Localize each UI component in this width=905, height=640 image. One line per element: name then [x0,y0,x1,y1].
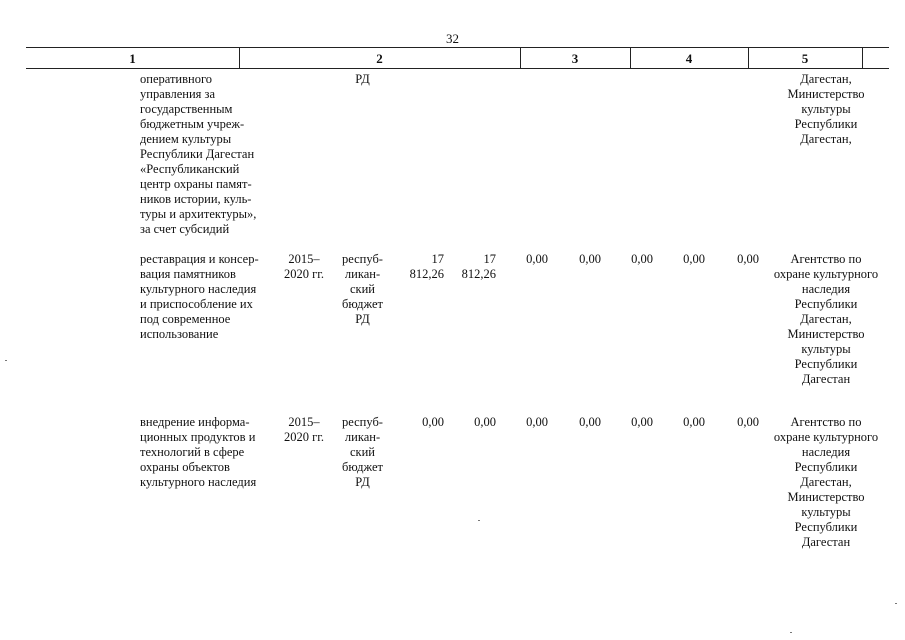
row-value-2015: 17 812,26 [461,252,496,281]
row-funding-source: респуб- ликан- ский бюджет РД [342,415,383,489]
row-period: 2015– 2020 гг. [283,415,325,444]
row-value-total: 17 812,26 [409,252,444,281]
row-value-2018: 0,00 [631,252,653,266]
row-value-2018: 0,00 [631,415,653,429]
row-period: 2015– 2020 гг. [283,252,325,281]
header-col-3: 3 [571,51,579,66]
row-funding-source: РД [355,72,370,86]
row-value-2017: 0,00 [579,415,601,429]
row-responsible-org: Агентство по охране культурного наследия Республики Дагестан, Министерство культуры Республики Дагестан [773,252,879,386]
row-responsible-org: Дагестан, Министерство культуры Республики Дагестан, [787,72,865,146]
header-col-5: 5 [801,51,809,66]
scan-speck [478,520,480,521]
row-value-2020: 0,00 [737,415,759,429]
row-value-2017: 0,00 [579,252,601,266]
scan-speck [895,603,897,604]
row-value-2016: 0,00 [526,252,548,266]
row-description: внедрение информа- ционных продуктов и технологий в сфере охраны объектов культурного наследия [140,415,257,489]
row-value-2020: 0,00 [737,252,759,266]
header-top-border [26,47,889,48]
header-bottom-border [26,68,889,69]
row-value-2019: 0,00 [683,252,705,266]
row-value-2015: 0,00 [474,415,496,429]
row-funding-source: респуб- ликан- ский бюджет РД [342,252,383,326]
scan-speck [5,360,7,361]
header-col-2: 2 [376,51,383,66]
header-col-1: 1 [129,51,136,66]
header-col-4: 4 [685,51,693,66]
row-description: реставрация и консер- вация памятников культурного наследия и приспособление их под современное использование [140,252,259,341]
row-value-2019: 0,00 [683,415,705,429]
row-value-total: 0,00 [422,415,444,429]
page-number: 32 [446,31,459,46]
row-responsible-org: Агентство по охране культурного наследия Республики Дагестан, Министерство культуры Республики Дагестан [773,415,879,549]
scan-speck [790,632,792,633]
row-description: оперативного управления за государственным бюджетным учреж- дением культуры Республики Дагестан «Республиканский центр охраны памят- ников истории, куль- туры и архитектуры», за счет субсидий [140,72,257,236]
row-value-2016: 0,00 [526,415,548,429]
header-divider [862,47,863,68]
